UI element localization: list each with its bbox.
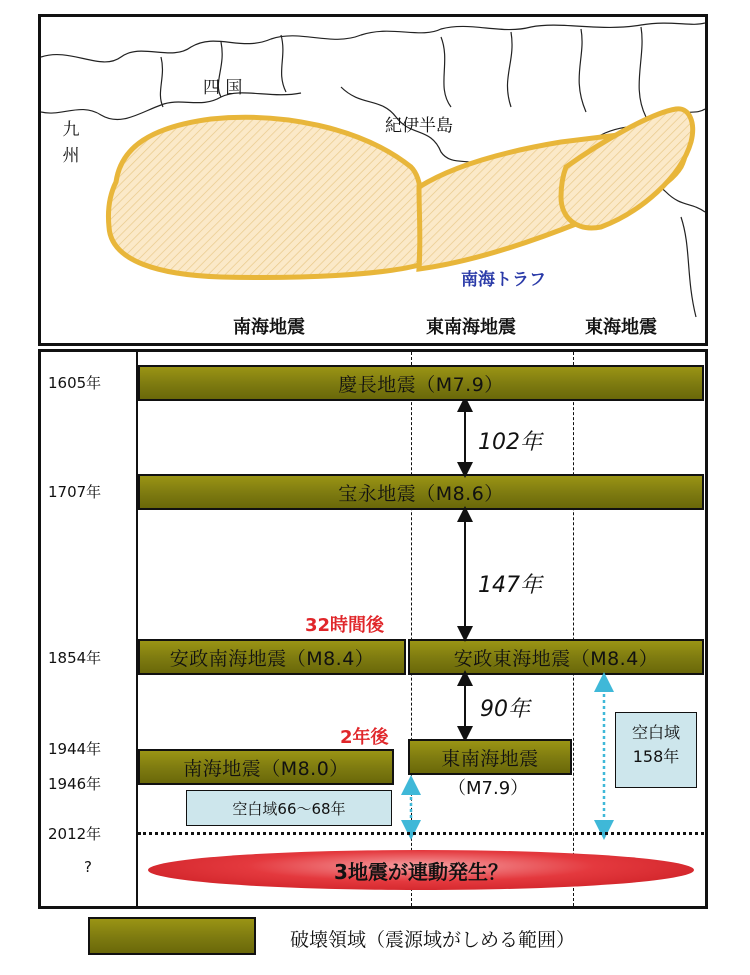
kyushu-label [61, 117, 81, 169]
forecast-ellipse: 3地震が連動発生？ [148, 850, 694, 890]
legend-label: 破壊領域（震源域がしめる範囲） [290, 929, 576, 951]
trough-label: 南海トラフ [461, 270, 546, 290]
present-line-2012 [138, 832, 704, 835]
map-drawing [41, 17, 705, 343]
tokai-zone [561, 109, 693, 228]
region-tokai: 東海地震 [585, 317, 657, 338]
region-nankai: 南海地震 [233, 317, 305, 338]
shikoku-label: 四 国 [203, 78, 243, 98]
bar-showa-nankai: 南海地震（M8.0） [138, 749, 394, 785]
showa-tonankai-magnitude: （M7.9） [448, 778, 529, 799]
year-1944: 1944年 [48, 740, 102, 758]
bar-ansei-tokai: 安政東海地震（M8.4） [408, 639, 704, 675]
year-1605: 1605年 [48, 374, 102, 392]
bar-keicho: 慶長地震（M7.9） [138, 365, 704, 401]
kyushu-char-1: 九 [62, 120, 80, 140]
nankai-zone [108, 117, 421, 277]
gap-nankai-box: 空白域66〜68年 [186, 790, 392, 826]
gap-tokai-box [615, 712, 697, 788]
region-tonankai: 東南海地震 [426, 317, 516, 338]
interval-147: 147年 [478, 573, 542, 598]
note-32-hours-after: 32時間後 [305, 615, 385, 636]
legend-swatch [88, 917, 256, 955]
year-2012: 2012年 [48, 825, 102, 843]
bar-ansei-nankai: 安政南海地震（M8.4） [138, 639, 406, 675]
kyushu-char-2: 州 [62, 146, 80, 166]
map-panel [38, 14, 708, 346]
bar-hoei: 宝永地震（M8.6） [138, 474, 704, 510]
year-1707: 1707年 [48, 483, 102, 501]
interval-90: 90年 [480, 697, 530, 722]
kii-label: 紀伊半島 [385, 116, 453, 136]
gap-tokai-line-1: 空白域 [631, 723, 680, 742]
gap-arrows [395, 670, 625, 840]
note-2-years-after: 2年後 [340, 727, 389, 748]
gap-tokai-line-2: 158年 [632, 747, 680, 766]
year-future: ? [84, 858, 92, 876]
interval-102: 102年 [478, 430, 542, 455]
bar-showa-tonankai: 東南海地震 [408, 739, 572, 775]
year-1946: 1946年 [48, 775, 102, 793]
year-axis-line [136, 352, 138, 906]
year-1854: 1854年 [48, 649, 102, 667]
